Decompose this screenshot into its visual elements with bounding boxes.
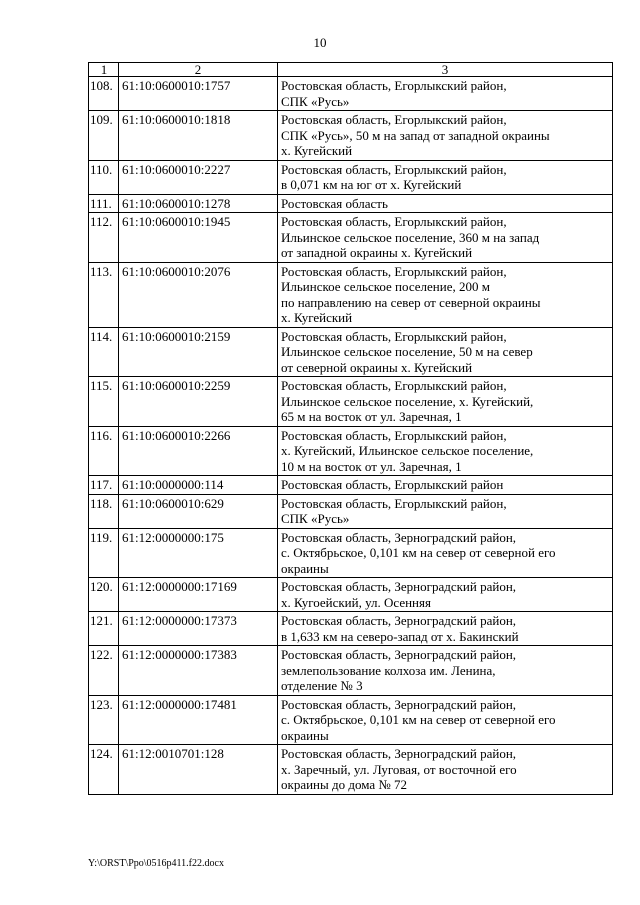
header-col-3: 3 (278, 63, 613, 77)
cadastral-number: 61:12:0010701:128 (119, 745, 278, 795)
address-cell (278, 213, 613, 263)
address-line: отделение № 3 (281, 678, 363, 693)
address-line: 10 м на восток от ул. Заречная, 1 (281, 458, 462, 474)
address-line: с. Октябрьское, 0,101 км на север от северной его (281, 712, 556, 727)
address-line: окраины (281, 560, 329, 576)
address-cell (278, 745, 613, 795)
address-line: с. Октябрьское, 0,101 км на север от северной его (281, 545, 556, 560)
address-line: Ростовская область, Зерноградский район, (281, 613, 517, 628)
address-line: Ростовская область, Егорлыкский район, (281, 427, 507, 443)
address-line: х. Кугейский (281, 310, 353, 325)
table-row (89, 745, 613, 795)
cadastral-number: 61:10:0600010:1818 (119, 111, 278, 161)
footer-file-path: Y:\ORST\Ppo\0516p411.f22.docx (88, 858, 224, 869)
address-cell (278, 77, 613, 111)
address-line: Ростовская область, Егорлыкский район, (281, 378, 507, 393)
table-row (89, 646, 613, 696)
address-cell (278, 111, 613, 161)
address-line: Ростовская область (281, 195, 388, 211)
cadastral-number: 61:10:0600010:2227 (119, 160, 278, 194)
address-line: окраины до дома № 72 (281, 777, 408, 792)
address-line: Ростовская область, Зерноградский район, (281, 746, 517, 761)
address-line: в 0,071 км на юг от х. Кугейский (281, 177, 462, 192)
address-cell (278, 528, 613, 578)
address-cell (278, 377, 613, 427)
cadastral-number: 61:12:0000000:175 (119, 528, 278, 578)
table-row (89, 262, 613, 327)
cadastral-number: 61:10:0600010:2076 (119, 262, 278, 327)
cadastral-number: 61:12:0000000:17383 (119, 646, 278, 696)
table-row (89, 528, 613, 578)
row-number: 117. (89, 476, 119, 495)
address-line: от северной окраины х. Кугейский (281, 359, 473, 375)
address-cell (278, 262, 613, 327)
address-line: Ростовская область, Егорлыкский район, (281, 214, 507, 229)
table-row (89, 377, 613, 427)
address-line: Ростовская область, Егорлыкский район, (281, 78, 507, 93)
address-line: Ростовская область, Зерноградский район, (281, 529, 517, 545)
address-line: Ильинское сельское поселение, 50 м на север (281, 344, 533, 359)
address-line: х. Кугейский, Ильинское сельское поселение, (281, 443, 534, 458)
address-line: х. Заречный, ул. Луговая, от восточной его (281, 761, 517, 777)
address-cell (278, 612, 613, 646)
table-row (89, 494, 613, 528)
address-cell (278, 327, 613, 377)
table-row (89, 695, 613, 745)
address-line: Ильинское сельское поселение, х. Кугейский, (281, 393, 534, 409)
row-number: 108. (89, 77, 119, 111)
address-line: Ростовская область, Зерноградский район, (281, 647, 517, 662)
table-row (89, 213, 613, 263)
cadastral-number: 61:10:0600010:2266 (119, 426, 278, 476)
cadastral-number: 61:10:0600010:2159 (119, 327, 278, 377)
row-number: 118. (89, 494, 119, 528)
header-col-1: 1 (89, 63, 119, 77)
row-number: 113. (89, 262, 119, 327)
address-cell (278, 476, 613, 495)
address-cell (278, 695, 613, 745)
address-line: по направлению на север от северной окраины (281, 294, 541, 310)
table-row (89, 111, 613, 161)
address-line: Ростовская область, Зерноградский район, (281, 579, 517, 594)
row-number: 122. (89, 646, 119, 696)
cadastral-number: 61:10:0000000:114 (119, 476, 278, 495)
row-number: 114. (89, 327, 119, 377)
address-cell (278, 194, 613, 213)
address-line: СПК «Русь», 50 м на запад от западной окраины (281, 127, 550, 143)
address-line: окраины (281, 727, 329, 743)
address-line: Ростовская область, Егорлыкский район, (281, 495, 507, 511)
row-number: 109. (89, 111, 119, 161)
table-header-row (89, 63, 613, 77)
address-line: 65 м на восток от ул. Заречная, 1 (281, 409, 462, 424)
address-line: х. Кугейский (281, 143, 353, 158)
address-line: х. Кугоейский, ул. Осенняя (281, 594, 431, 610)
page-number: 10 (313, 35, 327, 50)
address-line: Ростовская область, Егорлыкский район, (281, 328, 507, 344)
address-line: Ильинское сельское поселение, 200 м (281, 279, 490, 294)
address-cell (278, 426, 613, 476)
table-row (89, 327, 613, 377)
address-line: СПК «Русь» (281, 93, 350, 109)
cadastral-table (88, 62, 613, 795)
table-row (89, 612, 613, 646)
table-row (89, 476, 613, 495)
row-number: 123. (89, 695, 119, 745)
address-cell (278, 646, 613, 696)
address-cell (278, 160, 613, 194)
row-number: 121. (89, 612, 119, 646)
address-cell (278, 494, 613, 528)
cadastral-number: 61:10:0600010:2259 (119, 377, 278, 427)
row-number: 119. (89, 528, 119, 578)
cadastral-number: 61:10:0600010:629 (119, 494, 278, 528)
table-row (89, 578, 613, 612)
row-number: 116. (89, 426, 119, 476)
address-line: Ростовская область, Егорлыкский район, (281, 263, 507, 279)
cadastral-number: 61:12:0000000:17373 (119, 612, 278, 646)
cadastral-number: 61:10:0600010:1757 (119, 77, 278, 111)
table-row (89, 160, 613, 194)
address-line: Ростовская область, Егорлыкский район, (281, 161, 507, 177)
cadastral-number: 61:10:0600010:1945 (119, 213, 278, 263)
address-line: Ильинское сельское поселение, 360 м на запад (281, 229, 540, 245)
row-number: 115. (89, 377, 119, 427)
address-line: от западной окраины х. Кугейский (281, 245, 473, 260)
row-number: 111. (89, 194, 119, 213)
cadastral-number: 61:10:0600010:1278 (119, 194, 278, 213)
table-row (89, 194, 613, 213)
address-cell (278, 578, 613, 612)
address-line: в 1,633 км на северо-запад от х. Бакинский (281, 628, 519, 644)
row-number: 110. (89, 160, 119, 194)
header-col-2: 2 (119, 63, 278, 77)
address-line: землепользование колхоза им. Ленина, (281, 662, 496, 678)
table-row (89, 426, 613, 476)
address-line: Ростовская область, Егорлыкский район, (281, 112, 507, 127)
row-number: 124. (89, 745, 119, 795)
table-row (89, 77, 613, 111)
cadastral-number: 61:12:0000000:17169 (119, 578, 278, 612)
address-line: СПК «Русь» (281, 511, 350, 526)
address-line: Ростовская область, Егорлыкский район (281, 477, 504, 492)
row-number: 112. (89, 213, 119, 263)
row-number: 120. (89, 578, 119, 612)
address-line: Ростовская область, Зерноградский район, (281, 696, 517, 712)
cadastral-number: 61:12:0000000:17481 (119, 695, 278, 745)
